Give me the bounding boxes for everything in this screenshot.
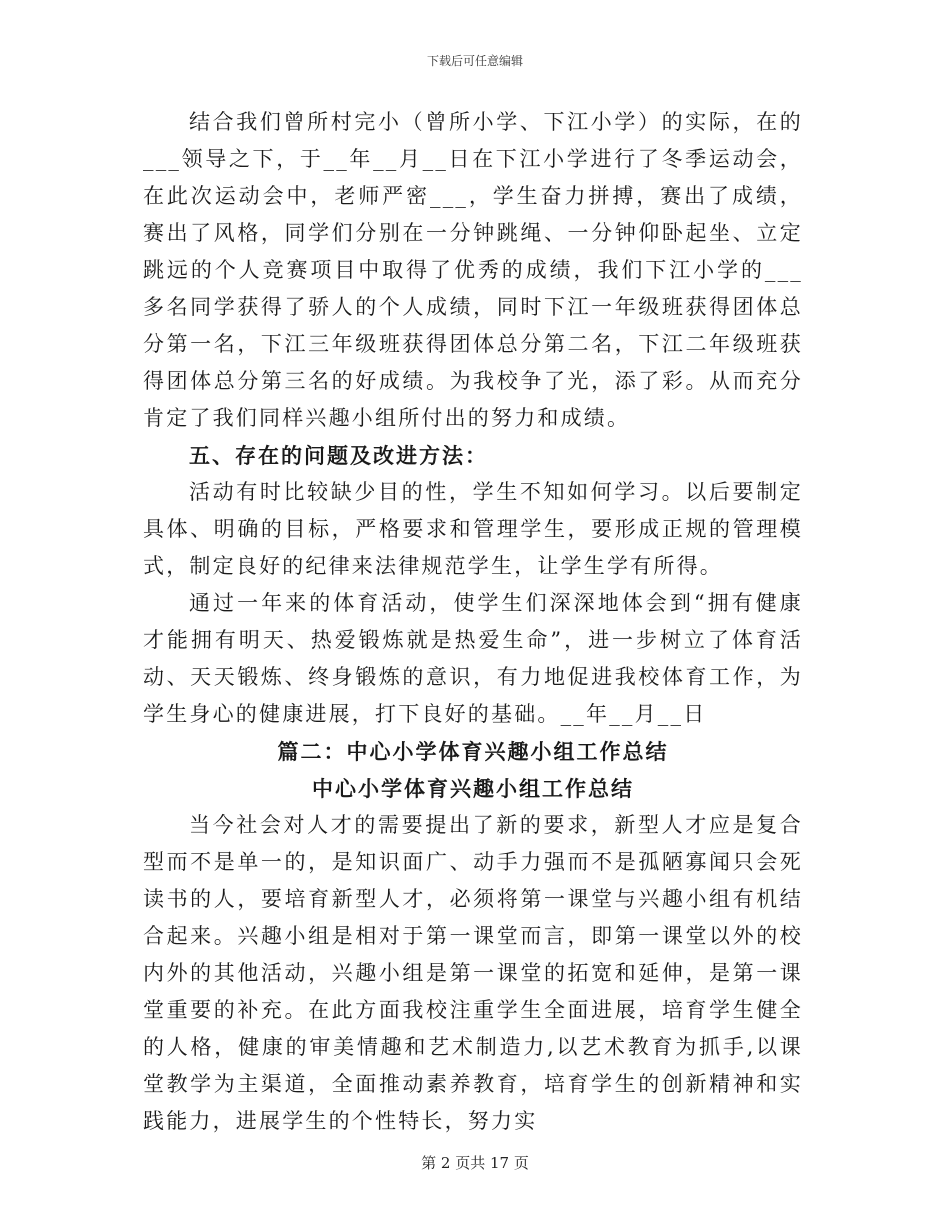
paragraph-talent-needs: 当今社会对人才的需要提出了新的要求，新型人才应是复合型而不是单一的，是知识面广、动手力强而不是孤陋寡闻只会死读书的人，要培育新型人才，必须将第一课堂与兴趣小组有机结合起来。兴趣小组是相对于第一课堂而言，即第一课堂以外的校内外的其他活动，兴趣小组是第一课堂的拓宽和延伸，是第一课堂重要的补充。在此方面我校注重学生全面进展，培育学生健全的人格，健康的审美情趣和艺术制造力,以艺术教育为抓手,以课堂教学为主渠道，全面推动素养教育，培育学生的创新精神和实践能力，进展学生的个性特长，努力实 — [143, 813, 803, 1133]
page-number: 第 2 页共 17 页 — [421, 1154, 529, 1172]
document-body — [143, 104, 803, 1140]
section-heading-problems: 五、存在的问题及改进方法： — [189, 443, 488, 468]
header-note: 下载后可任意编辑 — [426, 54, 523, 68]
part-two-title: 篇二：中心小学体育兴趣小组工作总结 — [277, 739, 669, 764]
paragraph-sports-meet: 结合我们曾所村完小（曾所小学、下江小学）的实际，在的___领导之下，于__年__月__日在下江小学进行了冬季运动会，在此次运动会中，老师严密___，学生奋力拼搏，赛出了成绩，赛出了风格，同学们分别在一分钟跳绳、一分钟仰卧起坐、立定跳远的个人竞赛项目中取得了优秀的成绩，我们下江小学的___多名同学获得了骄人的个人成绩，同时下江一年级班获得团体总分第一名，下江三年级班获得团体总分第二名，下江二年级班获得团体总分第三名的好成绩。为我校争了光，添了彩。从而充分肯定了我们同样兴趣小组所付出的努力和成绩。 — [143, 110, 803, 430]
paragraph-conclusion: 通过一年来的体育活动，使学生们深深地体会到“拥有健康才能拥有明天、热爱锻炼就是热爱生命”，进一步树立了体育活动、天天锻炼、终身锻炼的意识，有力地促进我校体育工作，为学生身心的健康进展，打下良好的基础。__年__月__日 — [143, 591, 803, 726]
paragraph-improvements: 活动有时比较缺少目的性，学生不知如何学习。以后要制定具体、明确的目标，严格要求和管理学生，要形成正规的管理模式，制定良好的纪律来法律规范学生，让学生学有所得。 — [143, 480, 803, 578]
document-title: 中心小学体育兴趣小组工作总结 — [312, 776, 634, 801]
